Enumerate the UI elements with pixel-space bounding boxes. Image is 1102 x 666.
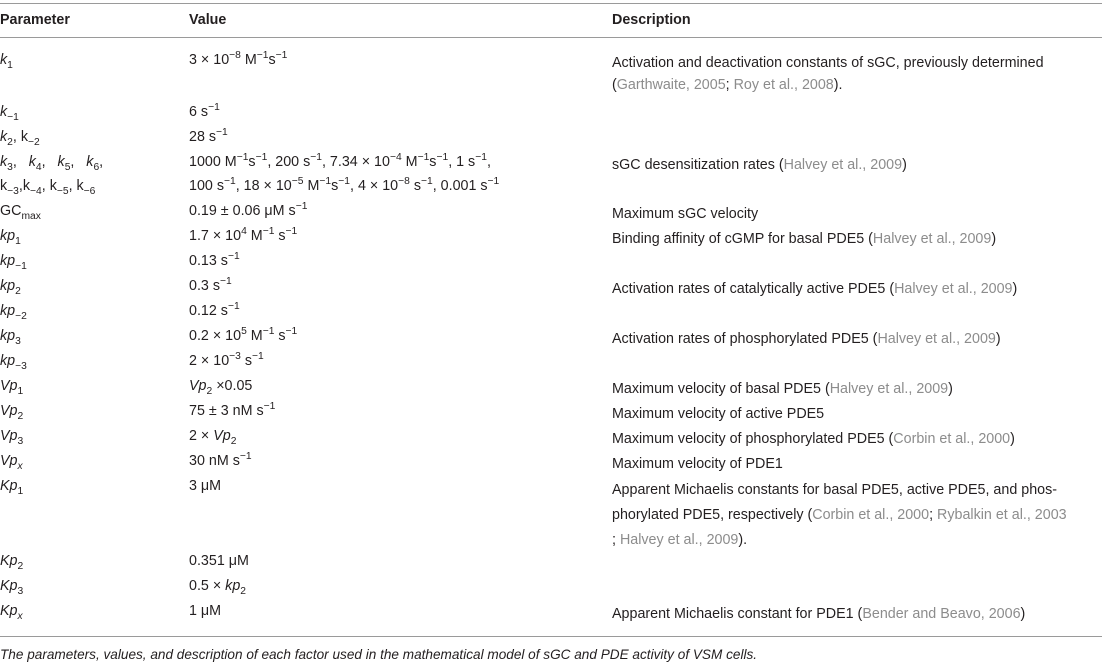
value-cell: 0.13 $s^{-1}$ <box>189 251 240 269</box>
value-cell: $Vp_2 \times 0.05$ <box>189 378 253 397</box>
value-cell: $2 \times 10^{-3}$ $s^{-1}$ <box>189 351 264 369</box>
param-cell: $Vp_3$ <box>0 428 24 447</box>
param-cell: $kp_1$ <box>0 228 21 247</box>
citation-link[interactable]: Halvey et al., 2009 <box>894 281 1013 297</box>
description-cell: Activation rates of catalytically active PDE5 (Halvey et al., 2009) <box>612 281 1018 297</box>
value-cell: 0.3 $s^{-1}$ <box>189 276 232 294</box>
header-description: Description <box>612 12 691 28</box>
citation-link[interactable]: Rybalkin et al., 2003 <box>937 507 1067 523</box>
description-cell: Maximum velocity of PDE1 <box>612 456 783 472</box>
header-parameter: Parameter <box>0 12 70 28</box>
param-cell: $Vp_x$ <box>0 453 23 472</box>
param-cell: $k_1$ <box>0 52 13 71</box>
citation-link[interactable]: Halvey et al., 2009 <box>619 532 739 548</box>
description-cell: Maximum velocity of phosphorylated PDE5 (Corbin et al., 2000) <box>612 431 1015 447</box>
param-cell: $Kp_x$ <box>0 603 23 622</box>
param-cell: $kp_{-1}$ <box>0 253 27 272</box>
citation-link[interactable]: Halvey et al., 2009 <box>783 157 903 173</box>
value-cell: 1 μM <box>189 603 222 619</box>
param-cell: $k_{-1}$ <box>0 104 19 123</box>
param-cell: $kp_3$ <box>0 328 21 347</box>
citation-link[interactable]: Corbin et al., 2000 <box>893 431 1011 447</box>
description-cell: sGC desensitization rates (Halvey et al., 2009) <box>612 157 907 173</box>
param-cell: $GC_{max}$ <box>0 203 41 222</box>
value-cell: 100 $s^{-1}$, $18 \times 10^{-5}$ $M^{-1}s^{-1}$, $4 \times 10^{-8}$ $s^{-1}$, 0.001 $s^{-1}$ <box>189 176 500 194</box>
param-cell: $kp_{-2}$ <box>0 303 27 322</box>
value-cell: 0.19 ± 0.06 μM $s^{-1}$ <box>189 201 308 219</box>
citation-link[interactable]: Roy et al., 2008 <box>733 77 834 93</box>
value-cell: 28 $s^{-1}$ <box>189 127 228 145</box>
param-cell: $k_2$, $k_{-2}$ <box>0 129 40 148</box>
header-value: Value <box>189 12 227 28</box>
param-cell: $Kp_1$ <box>0 478 24 497</box>
value-cell: 1000 $M^{-1}s^{-1}$, 200 $s^{-1}$, $7.34 \times 10^{-4}$ $M^{-1}s^{-1}$, 1 $s^{-1}$, <box>189 152 491 170</box>
description-cell: Apparent Michaelis constant for PDE1 (Bender and Beavo, 2006) <box>612 606 1026 622</box>
citation-link[interactable]: Bender and Beavo, 2006 <box>862 606 1021 622</box>
param-cell: $kp_2$ <box>0 278 21 297</box>
description-cell: Maximum sGC velocity <box>612 206 759 222</box>
value-cell: $1.7 \times 10^4$ $M^{-1}$ $s^{-1}$ <box>189 226 298 244</box>
param-cell: $Kp_3$ <box>0 578 24 597</box>
param-cell: $k_{-3},k_{-4}$, $k_{-5}$, $k_{-6}$ <box>0 178 96 197</box>
value-cell: 30 nM $s^{-1}$ <box>189 451 252 469</box>
value-cell: $3 \times 10^{-8}$ $M^{-1}s^{-1}$ <box>189 50 288 68</box>
citation-link[interactable]: Halvey et al., 2009 <box>877 331 996 347</box>
value-cell: 3 μM <box>189 478 222 494</box>
param-cell: $k_3$, $k_4$, $k_5$, $k_6$, <box>0 154 104 173</box>
description-cell: Maximum velocity of basal PDE5 (Halvey et al., 2009) <box>612 381 953 397</box>
value-cell: $0.2 \times 10^5$ $M^{-1}$ $s^{-1}$ <box>189 326 298 344</box>
table-caption: The parameters, values, and description of each factor used in the mathematical model of sGC and PDE activity of VSM cells. <box>0 647 758 662</box>
param-cell: $kp_{-3}$ <box>0 353 27 372</box>
value-cell: 0.351 μM <box>189 553 249 569</box>
citation-link[interactable]: Corbin et al., 2000 <box>812 507 930 523</box>
description-cell: Binding affinity of cGMP for basal PDE5 (Halvey et al., 2009) <box>612 231 997 247</box>
param-cell: $Vp_1$ <box>0 378 24 397</box>
value-cell: $0.5 \times kp_2$ <box>189 578 246 597</box>
citation-link[interactable]: Halvey et al., 2009 <box>872 231 992 247</box>
value-cell: 75 ± 3 nM $s^{-1}$ <box>189 401 276 419</box>
description-cell: Apparent Michaelis constants for basal PDE5, active PDE5, and phos- phorylated PDE5, respectively (Corbin et al., 2000; Rybalkin et al., 2003 ; Halvey et al., 2009). <box>612 482 1067 548</box>
header-rule <box>0 37 1102 38</box>
description-cell: Activation rates of phosphorylated PDE5 (Halvey et al., 2009) <box>612 331 1001 347</box>
table-bottom-rule <box>0 636 1102 637</box>
table-top-rule <box>0 3 1102 4</box>
description-cell: Activation and deactivation constants of sGC, previously determined (Garthwaite, 2005; Roy et al., 2008). <box>612 55 1044 93</box>
param-cell: $Vp_2$ <box>0 403 24 422</box>
citation-link[interactable]: Halvey et al., 2009 <box>829 381 949 397</box>
description-cell: Maximum velocity of active PDE5 <box>612 406 825 422</box>
value-cell: $2 \times Vp_2$ <box>189 428 237 447</box>
param-cell: $Kp_2$ <box>0 553 24 572</box>
value-cell: 0.12 $s^{-1}$ <box>189 301 240 319</box>
citation-link[interactable]: Garthwaite, 2005 <box>616 77 726 93</box>
value-cell: 6 $s^{-1}$ <box>189 102 220 120</box>
